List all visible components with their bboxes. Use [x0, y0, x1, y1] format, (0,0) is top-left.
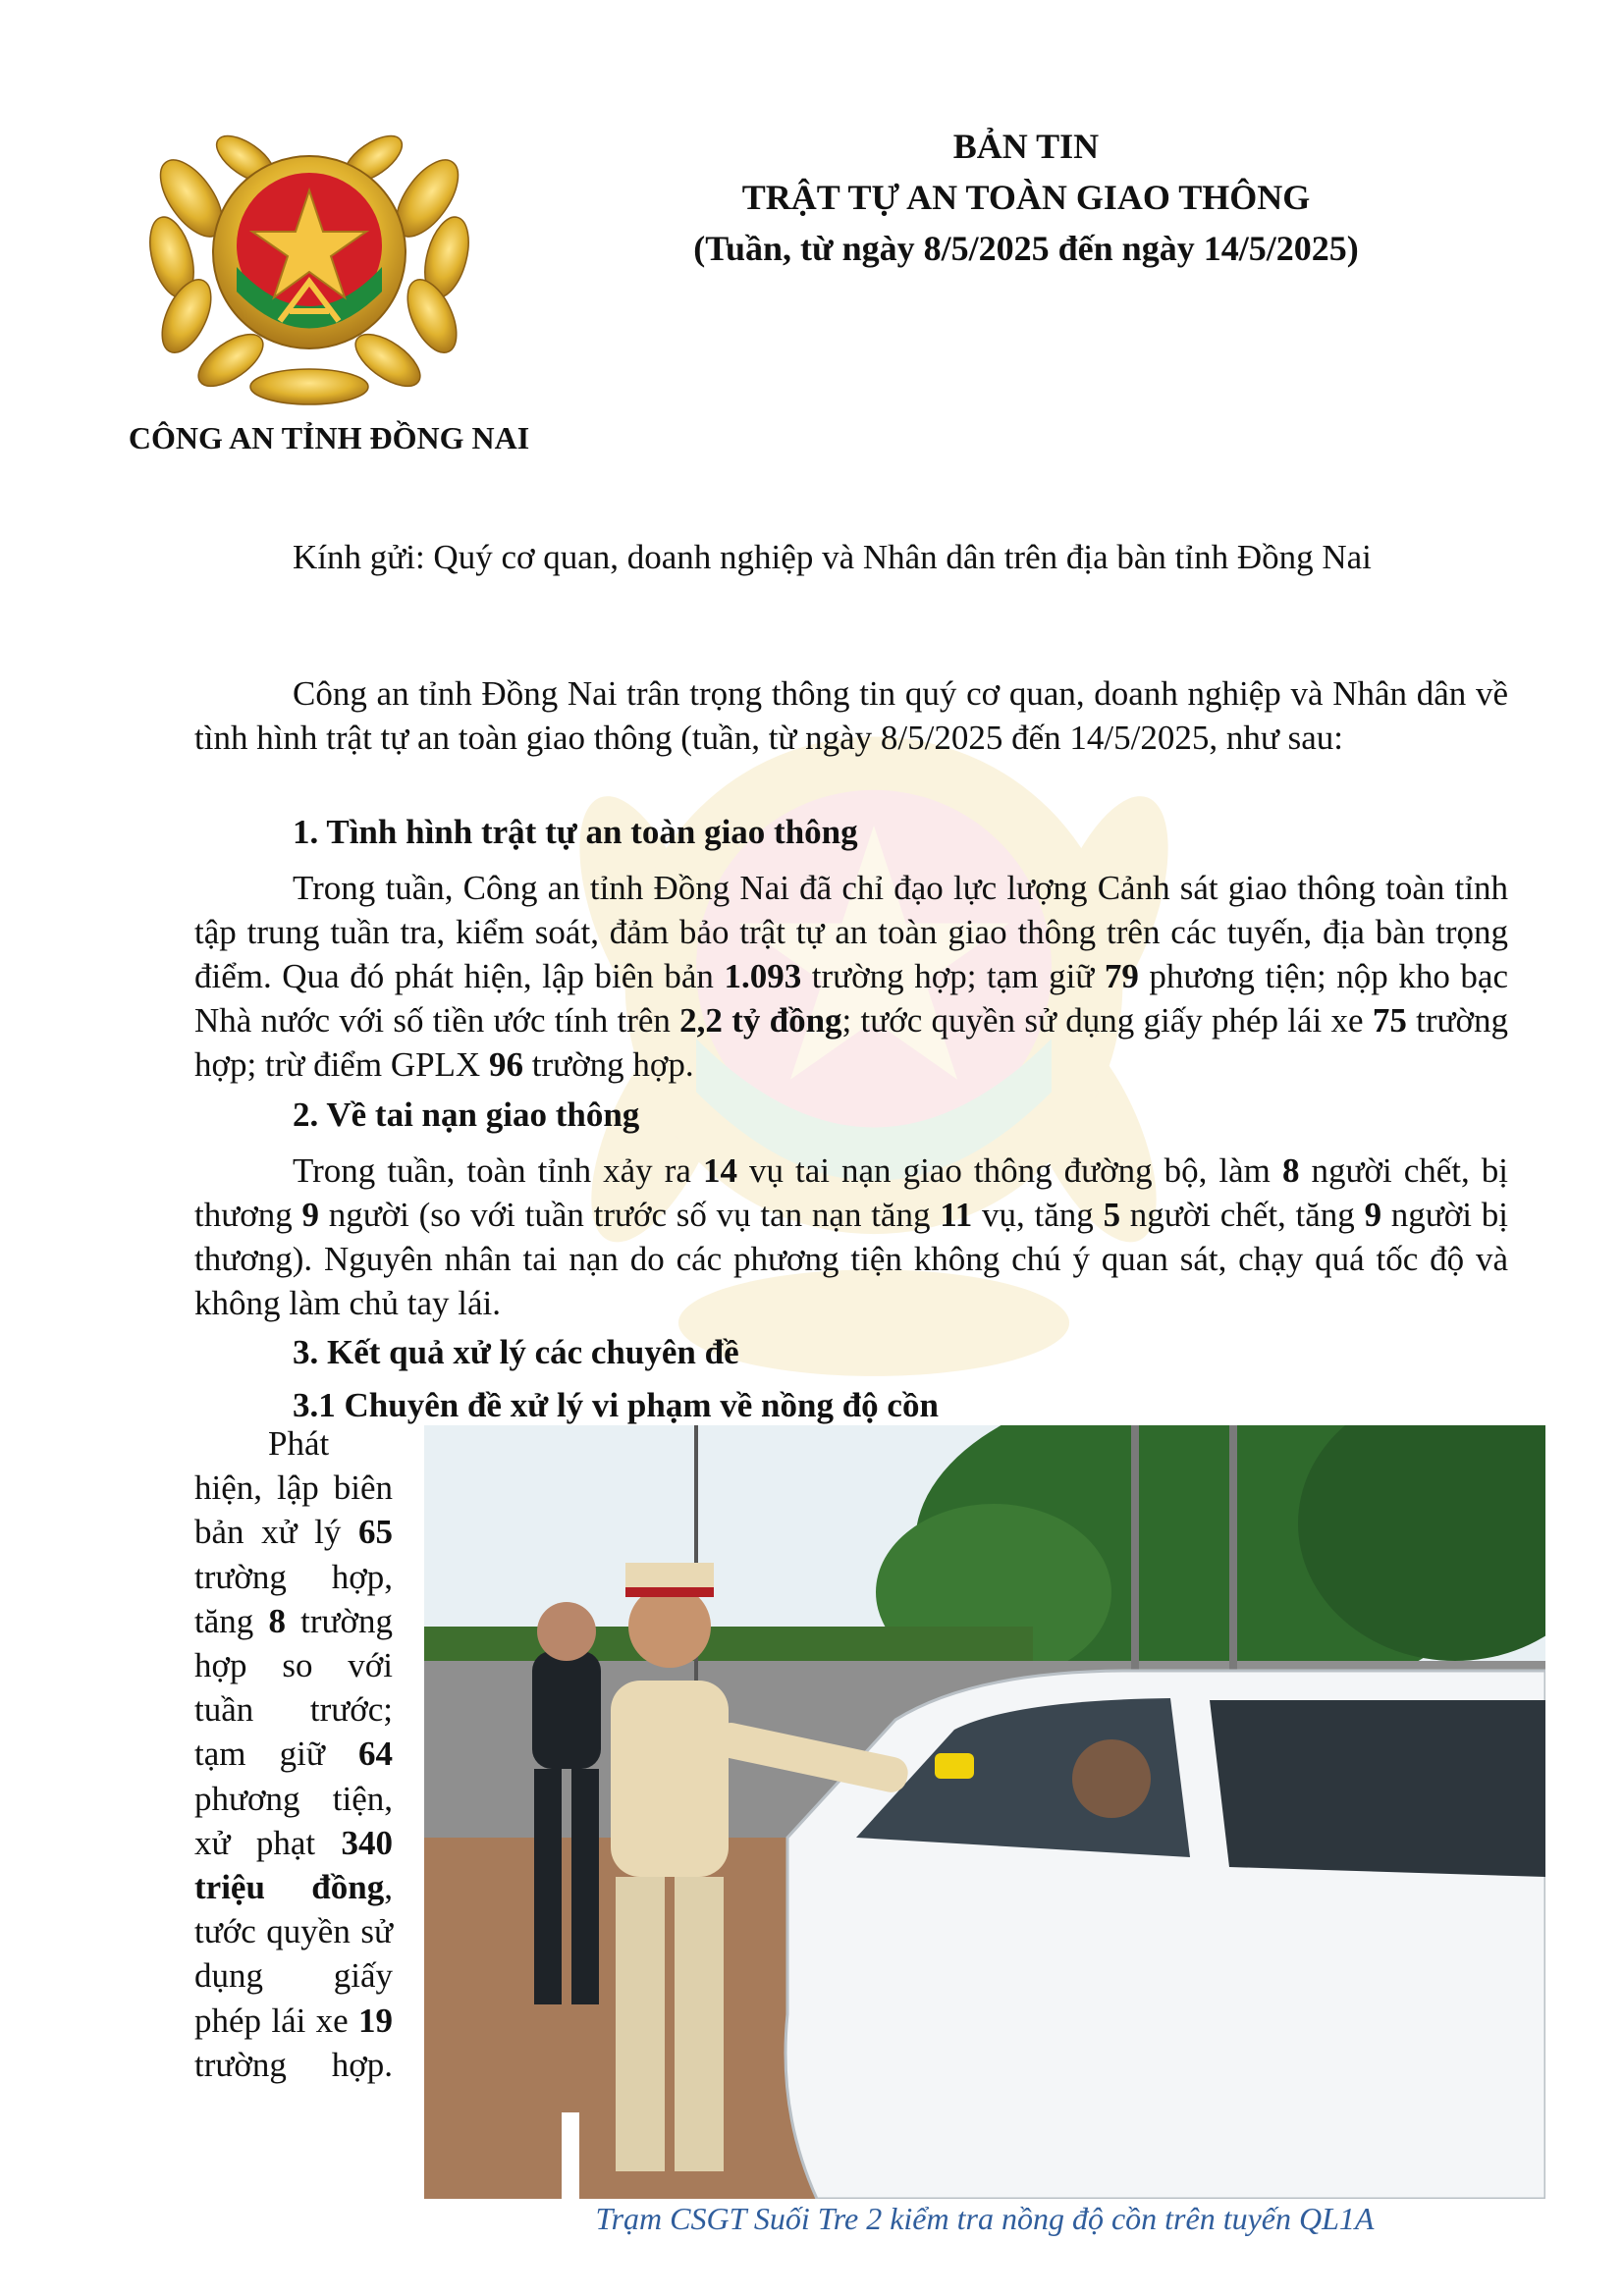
section3-1-paragraph: Phát hiện, lập biên bản xử lý 65 trường hợp, tăng 8 trường hợp so với tuần trước; tạm giữ 64 phương tiện, xử phạt 340 triệu đồng, tước quyền sử dụng giấy phép lái xe 19 trường hợp. [194, 1424, 393, 2084]
salutation: Kính gửi: Quý cơ quan, doanh nghiệp và Nhân dân trên địa bàn tỉnh Đồng Nai [293, 538, 1372, 576]
intro-paragraph: Công an tỉnh Đồng Nai trân trọng thông tin quý cơ quan, doanh nghiệp và Nhân dân về tình hình trật tự an toàn giao thông (tuần, từ ngày 8/5/2025 đến 14/5/2025, như sau: [194, 674, 1508, 757]
section3-1-heading: 3.1 Chuyên đề xử lý vi phạm về nồng độ cồn [293, 1386, 939, 1424]
police-emblem-icon [133, 120, 486, 414]
section3-heading: 3. Kết quả xử lý các chuyên đề [293, 1333, 739, 1371]
section2-heading: 2. Về tai nạn giao thông [293, 1095, 640, 1134]
section1-paragraph: Trong tuần, Công an tỉnh Đồng Nai đã chỉ đạo lực lượng Cảnh sát giao thông toàn tỉnh tập trung tuần tra, kiểm soát, đảm bảo trật tự an toàn giao thông trên các tuyến, địa bàn trọng điểm. Qua đó phát hiện, lập biên bản 1.093 trường hợp; tạm giữ 79 phương tiện; nộp kho bạc Nhà nước với số tiền ước tính trên 2,2 tỷ đồng; tước quyền sử dụng giấy phép lái xe 75 trường hợp; trừ điểm GPLX 96 trường hợp. [194, 869, 1508, 1084]
section1-heading: 1. Tình hình trật tự an toàn giao thông [293, 813, 858, 851]
bulletin-title: BẢN TIN [952, 127, 1100, 166]
bulletin-subtitle: TRẬT TỰ AN TOÀN GIAO THÔNG [741, 178, 1311, 217]
section2-paragraph: Trong tuần, toàn tỉnh xảy ra 14 vụ tai nạn giao thông đường bộ, làm 8 người chết, bị thương 9 người (so với tuần trước số vụ tan nạn tăng 11 vụ, tăng 5 người chết, tăng 9 người bị thương). Nguyên nhân tai nạn do các phương tiện không chú ý quan sát, chạy quá tốc độ và không làm chủ tay lái. [194, 1151, 1508, 1322]
bulletin-period: (Tuần, từ ngày 8/5/2025 đến ngày 14/5/2025) [693, 229, 1359, 268]
photo-caption: Trạm CSGT Suối Tre 2 kiểm tra nồng độ cồn trên tuyến QL1A [595, 2201, 1375, 2236]
checkpoint-photo [424, 1425, 1545, 2199]
agency-name: CÔNG AN TỈNH ĐỒNG NAI [128, 420, 530, 455]
